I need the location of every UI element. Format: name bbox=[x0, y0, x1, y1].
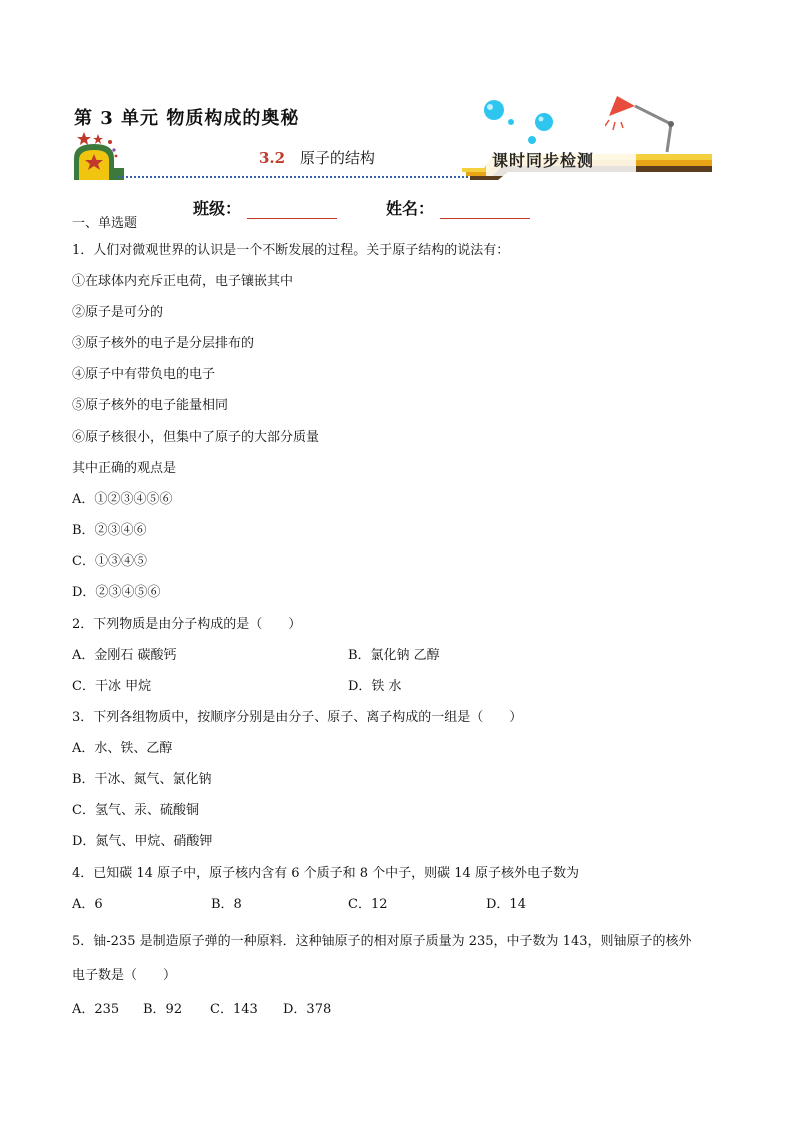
class-label: 班级： bbox=[193, 199, 242, 218]
question-1-item: ④原子中有带负电的电子 bbox=[72, 367, 216, 382]
question-5-option-c[interactable]: C．143 bbox=[210, 1002, 258, 1017]
section-title bbox=[259, 147, 375, 168]
question-5-option-b[interactable]: B．92 bbox=[143, 1002, 183, 1017]
section-heading: 一、单选题 bbox=[72, 216, 138, 231]
question-3-option-d[interactable]: D．氮气、甲烷、硝酸钾 bbox=[72, 834, 213, 849]
question-2-stem: 2．下列物质是由分子构成的是（ ） bbox=[72, 617, 302, 632]
question-2-option-b[interactable]: B．氯化钠 乙醇 bbox=[348, 648, 440, 663]
question-1-item: ②原子是可分的 bbox=[72, 305, 164, 320]
question-3-option-b[interactable]: B．干冰、氮气、氯化钠 bbox=[72, 772, 212, 787]
question-2-option-a[interactable]: A．金刚石 碳酸钙 bbox=[72, 648, 177, 663]
question-3-stem: 3．下列各组物质中，按顺序分别是由分子、原子、离子构成的一组是（ ） bbox=[72, 710, 523, 725]
name-blank[interactable] bbox=[440, 204, 530, 219]
divider-dotted bbox=[118, 176, 468, 178]
question-4-option-d[interactable]: D．14 bbox=[486, 897, 526, 912]
name-field bbox=[386, 196, 530, 219]
question-1-item: ①在球体内充斥正电荷，电子镶嵌其中 bbox=[72, 274, 294, 289]
desk-lamp-icon bbox=[605, 94, 685, 154]
section-number: 3.2 bbox=[259, 149, 286, 167]
question-1-option-d[interactable]: D．②③④⑤⑥ bbox=[72, 585, 161, 600]
question-4-option-c[interactable]: C．12 bbox=[348, 897, 388, 912]
question-1-prompt: 其中正确的观点是 bbox=[72, 461, 177, 476]
question-1-item: ③原子核外的电子是分层排布的 bbox=[72, 336, 255, 351]
section-name: 原子的结构 bbox=[299, 149, 375, 167]
class-field bbox=[193, 196, 337, 219]
question-1-item: ⑤原子核外的电子能量相同 bbox=[72, 398, 229, 413]
bubbles-icon bbox=[478, 96, 558, 146]
question-5-stem-line2: 电子数是（ ） bbox=[72, 968, 177, 983]
class-blank[interactable] bbox=[247, 204, 337, 219]
tower-star-icon bbox=[70, 128, 126, 182]
question-4-option-a[interactable]: A．6 bbox=[72, 897, 103, 912]
name-label: 姓名： bbox=[386, 199, 435, 218]
question-1-option-c[interactable]: C．①③④⑤ bbox=[72, 554, 147, 569]
lesson-badge: 课时同步检测 bbox=[492, 151, 595, 170]
question-1-option-b[interactable]: B．②③④⑥ bbox=[72, 523, 147, 538]
question-5-stem-line1: 5．铀-235 是制造原子弹的一种原料．这种铀原子的相对原子质量为 235，中子数为 143，则铀原子的核外 bbox=[72, 934, 692, 949]
unit-title: 第 3 单元 物质构成的奥秘 bbox=[74, 108, 300, 129]
question-4-stem: 4．已知碳 14 原子中，原子核内含有 6 个质子和 8 个中子，则碳 14 原子核外电子数为 bbox=[72, 866, 579, 881]
question-4-option-b[interactable]: B．8 bbox=[211, 897, 242, 912]
question-1-item: ⑥原子核很小，但集中了原子的大部分质量 bbox=[72, 430, 320, 445]
question-2-option-c[interactable]: C．干冰 甲烷 bbox=[72, 679, 152, 694]
question-2-option-d[interactable]: D．铁 水 bbox=[348, 679, 402, 694]
question-1-option-a[interactable]: A．①②③④⑤⑥ bbox=[72, 492, 173, 507]
question-5-option-a[interactable]: A．235 bbox=[72, 1002, 120, 1017]
question-1-stem: 1．人们对微观世界的认识是一个不断发展的过程。关于原子结构的说法有： bbox=[72, 243, 510, 258]
question-3-option-a[interactable]: A．水、铁、乙醇 bbox=[72, 741, 173, 756]
question-5-option-d[interactable]: D．378 bbox=[283, 1002, 332, 1017]
question-3-option-c[interactable]: C．氢气、汞、硫酸铜 bbox=[72, 803, 199, 818]
